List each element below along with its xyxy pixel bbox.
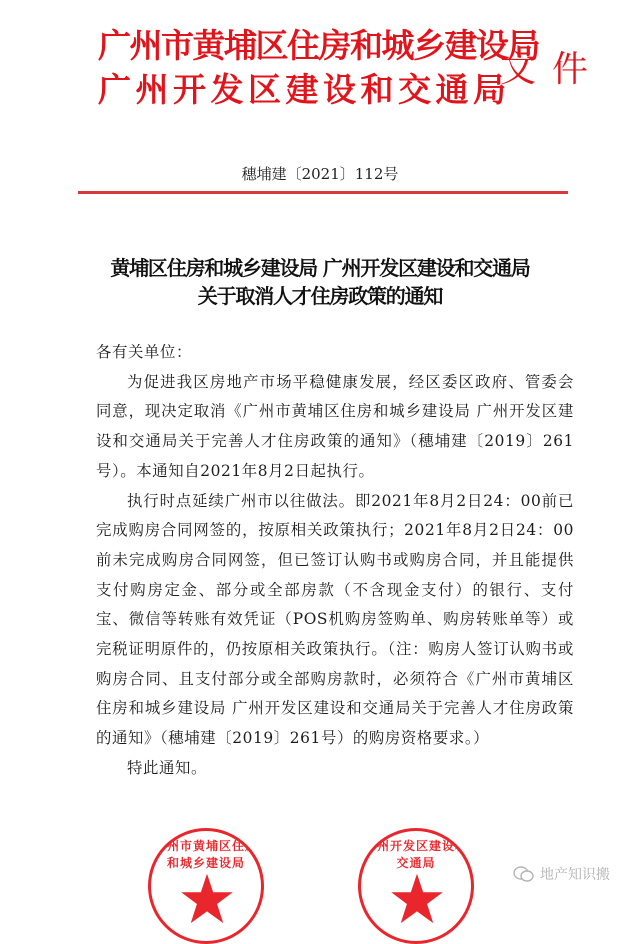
seal-text: 广州开发区建设和交通局 bbox=[363, 839, 468, 870]
star-icon bbox=[389, 871, 445, 927]
paragraph-2: 执行时点延续广州市以往做法。即2021年8月2日24：00前已完成购房合同网签的，按原相关政策执行；2021年8月2日24：00前未完成购房合同网签，但已签订认购书或购房合同，并且能提供支付购房定金、部分或全部房款（不含现金支付）的银行、支付宝、微信等转账有效凭证（POS机购房签购单、购房转账单等）或完税证明原件的，仍按原相关政策执行。（注：购房人签订认购书或购房合同、且支付部分或全部购房款时，必须符合《广州市黄埔区住房和城乡建设局 广州开发区建设和交通局关于完善人才住房政策的通知》（穗埔建〔2019〕261号）的购房资格要求。） bbox=[96, 491, 574, 748]
watermark-text: 地产知识搬 bbox=[540, 867, 610, 883]
seal-text: 广州市黄埔区住房和城乡建设局 bbox=[153, 839, 258, 870]
paragraph-1: 为促进我区房地产市场平稳健康发展，经区委区政府、管委会同意，现决定取消《广州市黄埔区住房和城乡建设局 广州开发区建设和交通局关于完善人才住房政策的通知》（穗埔建〔2019〕261号）。本通知自2021年8月2日起执行。 bbox=[96, 372, 574, 480]
watermark bbox=[512, 864, 610, 884]
notice-title-line-2: 关于取消人才住房政策的通知 bbox=[197, 284, 443, 308]
salutation: 各有关单位： bbox=[96, 343, 192, 361]
red-divider bbox=[78, 191, 568, 194]
issuing-org-2: 广州开发区建设和交通局 bbox=[98, 70, 511, 109]
notice-body bbox=[96, 338, 574, 784]
document-header bbox=[98, 20, 605, 120]
doc-type-label: 文件 bbox=[500, 49, 605, 90]
closing: 特此通知。 bbox=[127, 758, 207, 777]
official-seal-2 bbox=[358, 828, 474, 944]
official-seal-1 bbox=[148, 828, 264, 944]
notice-title-line-1: 黄埔区住房和城乡建设局 广州开发区建设和交通局 bbox=[110, 256, 530, 280]
star-icon bbox=[179, 871, 235, 927]
document-number: 穗埔建〔2021〕112号 bbox=[241, 165, 399, 183]
issuing-org-1: 广州市黄埔区住房和城乡建设局 bbox=[98, 26, 539, 65]
wechat-icon bbox=[512, 865, 536, 883]
